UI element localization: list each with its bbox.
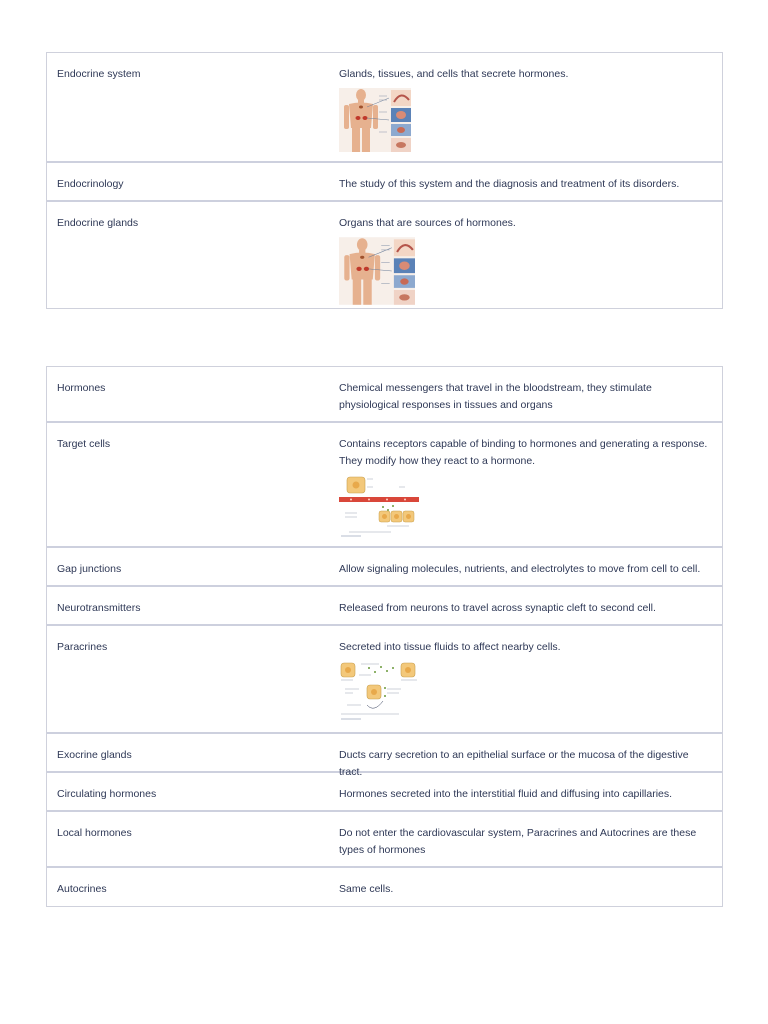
term-cell: Endocrine glands [57, 217, 139, 229]
table-row [47, 587, 722, 626]
definition-text: Contains receptors capable of binding to hormones and generating a response. They modify how they react to a hormone. [339, 438, 708, 467]
flashcard-table-2 [46, 366, 723, 907]
term-cell: Circulating hormones [57, 788, 157, 800]
definition-cell [329, 53, 722, 161]
table-row [47, 548, 722, 587]
table-row [47, 773, 722, 812]
table-row [47, 53, 722, 163]
definition-text: Organs that are sources of hormones. [339, 217, 516, 229]
anatomy-diagram-image [339, 237, 415, 305]
table-row [47, 734, 722, 778]
term-cell: Endocrinology [57, 178, 124, 190]
definition-cell [329, 626, 722, 732]
definition-cell: Allow signaling molecules, nutrients, and electrolytes to move from cell to cell. [339, 563, 701, 575]
definition-cell [329, 423, 722, 546]
definition-cell: The study of this system and the diagnosis and treatment of its disorders. [339, 178, 680, 190]
term-cell: Neurotransmitters [57, 602, 141, 614]
term-cell: Endocrine system [57, 68, 141, 80]
term-cell: Gap junctions [57, 563, 122, 575]
table-row [47, 202, 722, 308]
term-cell: Target cells [57, 438, 111, 450]
definition-cell: Ducts carry secretion to an epithelial surface or the mucosa of the digestive tract. [339, 749, 689, 778]
definition-cell: Do not enter the cardiovascular system, Paracrines and Autocrines are these types of hormones [339, 827, 697, 856]
table-row [47, 367, 722, 423]
table-row [47, 163, 722, 202]
definition-text: Secreted into tissue fluids to affect nearby cells. [339, 641, 561, 653]
term-cell: Paracrines [57, 641, 108, 653]
definition-cell [329, 202, 722, 308]
anatomy-diagram-image [339, 88, 411, 152]
definition-cell: Same cells. [339, 883, 394, 895]
table-row [47, 423, 722, 548]
definition-cell: Released from neurons to travel across synaptic cleft to second cell. [339, 602, 656, 614]
definition-cell: Hormones secreted into the interstitial fluid and diffusing into capillaries. [339, 788, 673, 800]
flashcard-table-1 [46, 52, 723, 309]
term-cell: Hormones [57, 382, 106, 394]
term-cell: Autocrines [57, 883, 107, 895]
term-cell: Local hormones [57, 827, 132, 839]
table-row [47, 812, 722, 868]
local-hormone-diagram-image [339, 661, 419, 723]
definition-text: Glands, tissues, and cells that secrete hormones. [339, 68, 569, 80]
table-row [47, 626, 722, 734]
table-row [47, 868, 722, 906]
definition-cell: Chemical messengers that travel in the bloodstream, they stimulate physiological responses in tissues and organs [339, 382, 652, 411]
circulating-hormone-diagram-image [339, 475, 419, 537]
term-cell: Exocrine glands [57, 749, 132, 761]
